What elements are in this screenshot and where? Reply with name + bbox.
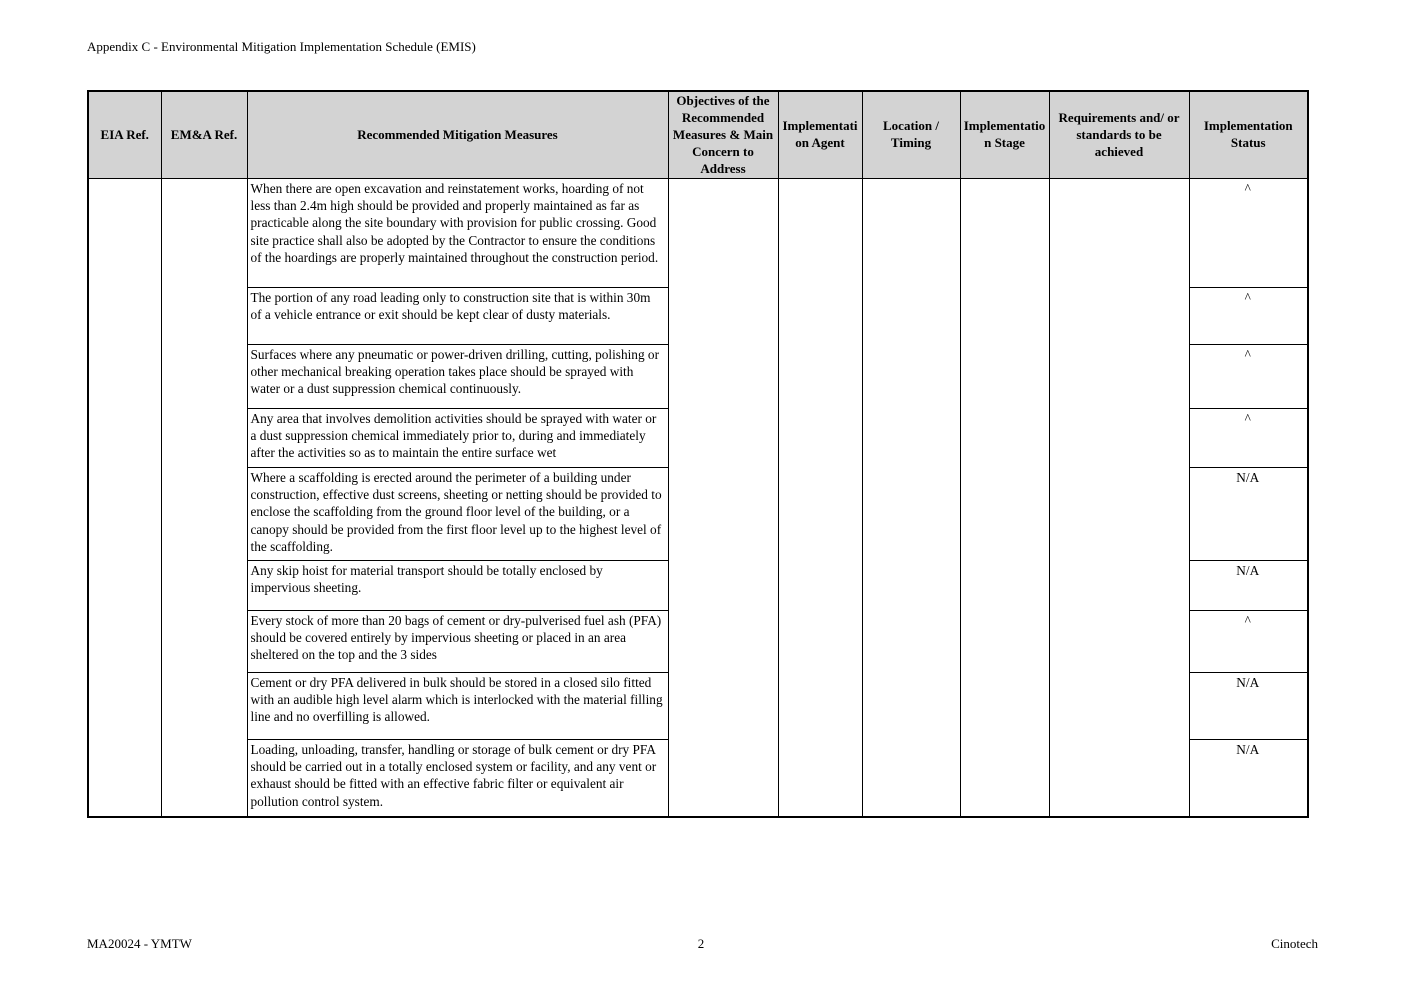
status-cell: ^ bbox=[1189, 409, 1308, 468]
status-cell: N/A bbox=[1189, 561, 1308, 611]
implementation-agent-cell bbox=[778, 179, 862, 817]
col-header-implementation-agent: Implementation Agent bbox=[778, 91, 862, 179]
col-header-objectives: Objectives of the Recommended Measures & Main Concern to Address bbox=[668, 91, 778, 179]
measure-cell: Any skip hoist for material transport should be totally enclosed by impervious sheeting. bbox=[247, 561, 668, 611]
table-row bbox=[88, 179, 1308, 288]
eia-ref-cell bbox=[88, 179, 161, 817]
emis-table bbox=[87, 90, 1309, 818]
footer-page-number: 2 bbox=[697, 936, 705, 951]
status-cell: ^ bbox=[1189, 288, 1308, 345]
footer-company-name: Cinotech bbox=[1271, 936, 1318, 951]
measure-cell: Loading, unloading, transfer, handling or storage of bulk cement or dry PFA should be carried out in a totally enclosed system or facility, and any vent or exhaust should be fitted with an effective fabric filter or equivalent air pollution control system. bbox=[247, 740, 668, 817]
measure-cell: Surfaces where any pneumatic or power-driven drilling, cutting, polishing or other mechanical breaking operation takes place should be sprayed with water or a dust suppression chemical continuously. bbox=[247, 345, 668, 409]
measure-cell: Cement or dry PFA delivered in bulk should be stored in a closed silo fitted with an audible high level alarm which is interlocked with the material filling line and no overfilling is allowed. bbox=[247, 673, 668, 740]
col-header-eia-ref: EIA Ref. bbox=[88, 91, 161, 179]
implementation-stage-cell bbox=[960, 179, 1049, 817]
col-header-implementation-status: Implementation Status bbox=[1189, 91, 1308, 179]
measure-cell: Any area that involves demolition activities should be sprayed with water or a dust suppression chemical immediately prior to, during and immediately after the activities so as to maintain the entire surface wet bbox=[247, 409, 668, 468]
col-header-requirements: Requirements and/ or standards to be achieved bbox=[1049, 91, 1189, 179]
status-cell: ^ bbox=[1189, 345, 1308, 409]
status-cell: N/A bbox=[1189, 673, 1308, 740]
measure-cell: The portion of any road leading only to construction site that is within 30m of a vehicle entrance or exit should be kept clear of dusty materials. bbox=[247, 288, 668, 345]
measure-cell: When there are open excavation and reinstatement works, hoarding of not less than 2.4m high should be provided and properly maintained as far as practicable along the site boundary with provision for public crossing. Good site practice shall also be adopted by the Contractor to ensure the conditions of the hoardings are properly maintained throughout the construction period. bbox=[247, 179, 668, 288]
objectives-cell bbox=[668, 179, 778, 817]
col-header-implementation-stage: Implementation Stage bbox=[960, 91, 1049, 179]
measure-cell: Where a scaffolding is erected around the perimeter of a building under construction, effective dust screens, sheeting or netting should be provided to enclose the scaffolding from the ground floor level of the building, or a canopy should be provided from the first floor level up to the highest level of the scaffolding. bbox=[247, 468, 668, 561]
footer-project-ref: MA20024 - YMTW bbox=[87, 936, 192, 951]
col-header-ema-ref: EM&A Ref. bbox=[161, 91, 247, 179]
page-title: Appendix C - Environmental Mitigation Implementation Schedule (EMIS) bbox=[87, 39, 476, 54]
table-body bbox=[88, 179, 1308, 817]
col-header-location-timing: Location / Timing bbox=[862, 91, 960, 179]
status-cell: N/A bbox=[1189, 740, 1308, 817]
location-timing-cell bbox=[862, 179, 960, 817]
header-row bbox=[88, 91, 1308, 179]
status-cell: ^ bbox=[1189, 179, 1308, 288]
ema-ref-cell bbox=[161, 179, 247, 817]
measure-cell: Every stock of more than 20 bags of cement or dry-pulverised fuel ash (PFA) should be covered entirely by impervious sheeting or placed in an area sheltered on the top and the 3 sides bbox=[247, 611, 668, 673]
col-header-mitigation-measures: Recommended Mitigation Measures bbox=[247, 91, 668, 179]
status-cell: ^ bbox=[1189, 611, 1308, 673]
requirements-cell bbox=[1049, 179, 1189, 817]
status-cell: N/A bbox=[1189, 468, 1308, 561]
table-header bbox=[88, 91, 1308, 179]
